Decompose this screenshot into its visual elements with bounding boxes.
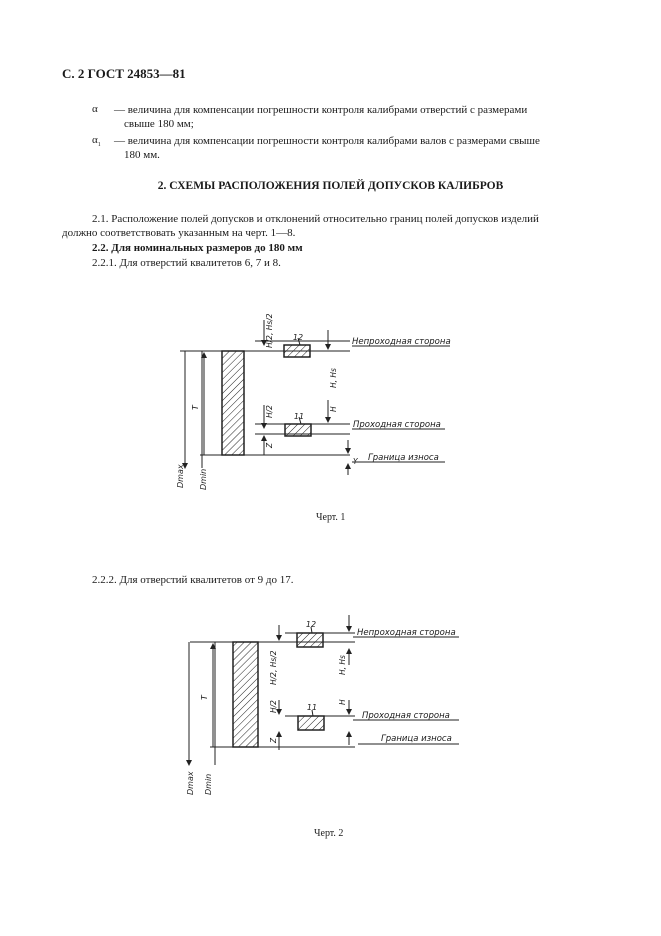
- figure-1-dim-t: T: [191, 405, 200, 410]
- figure-2-no-go-label: Непроходная сторона: [357, 628, 456, 638]
- definition-alpha1-line2: 180 мм.: [124, 149, 160, 161]
- figure-2-go-label: Проходная сторона: [362, 711, 450, 721]
- figure-2-dim-dmin: Dmin: [204, 773, 213, 795]
- figure-2-dim-z: Z: [269, 737, 278, 743]
- figure-2-diagram: [175, 605, 470, 800]
- figure-2-box-12-label: 12: [305, 620, 317, 629]
- figure-1-dim-y: Y: [353, 457, 358, 466]
- figure-1-dim-dmax: Dmax: [176, 464, 185, 488]
- definition-symbol-alpha1: $\alpha_1$: [92, 134, 101, 149]
- page-header: С. 2 ГОСТ 24853—81: [62, 66, 186, 81]
- figure-2-wear-label: Граница износа: [381, 734, 452, 744]
- figure-1-caption: Черт. 1: [316, 512, 346, 523]
- figure-1-diagram: [160, 300, 460, 495]
- figure-2-dim-t: T: [200, 695, 209, 700]
- definition-alpha-line2: свыше 180 мм;: [124, 118, 194, 130]
- figure-1-dim-h: H: [329, 406, 338, 412]
- definition-alpha-line1: — величина для компенсации погрешности контроля калибрами отверстий с размерами: [114, 104, 528, 116]
- figure-1-dim-h2: H/2: [265, 405, 274, 418]
- paragraph-2-2-1: 2.2.1. Для отверстий квалитетов 6, 7 и 8.: [92, 257, 281, 269]
- section-heading: 2. СХЕМЫ РАСПОЛОЖЕНИЯ ПОЛЕЙ ДОПУСКОВ КАЛИБРОВ: [157, 180, 504, 192]
- figure-1-dim-h-hs: H, Hs: [329, 368, 338, 388]
- figure-2-box-11-label: 11: [306, 703, 318, 712]
- figure-1-go-label: Проходная сторона: [353, 420, 441, 430]
- paragraph-2-1-line1: 2.1. Расположение полей допусков и отклонений относительно границ полей допусков изделий: [92, 213, 539, 225]
- figure-1-dim-h2-hs2: H/2, Hs/2: [265, 313, 274, 348]
- definition-symbol-alpha: α: [92, 103, 98, 115]
- paragraph-2-2-2: 2.2.2. Для отверстий квалитетов от 9 до 17.: [92, 574, 294, 586]
- figure-1-wear-label: Граница износа: [368, 453, 439, 463]
- figure-2-dim-dmax: Dmax: [186, 771, 195, 795]
- figure-2-dim-h-hs: H, Hs: [338, 655, 347, 675]
- figure-2-dim-h2-hs2: H/2, Hs/2: [269, 650, 278, 685]
- figure-1-box-11-label: 11: [293, 412, 305, 421]
- definition-alpha1-line1: — величина для компенсации погрешности контроля калибрами валов с размерами свыше: [114, 135, 540, 147]
- figure-1-box-12-label: 12: [292, 333, 304, 342]
- figure-2-dim-h2: H/2: [269, 700, 278, 713]
- figure-2-dim-h: H: [338, 699, 347, 705]
- figure-1-dim-dmin: Dmin: [199, 468, 208, 490]
- figure-1-no-go-label: Непроходная сторона: [352, 337, 451, 347]
- figure-2-caption: Черт. 2: [314, 828, 344, 839]
- figure-1-dim-z: Z: [265, 442, 274, 448]
- paragraph-2-1-line2: должно соответствовать указанным на черт. 1—8.: [62, 227, 296, 239]
- subheading-2-2: 2.2. Для номинальных размеров до 180 мм: [92, 242, 303, 254]
